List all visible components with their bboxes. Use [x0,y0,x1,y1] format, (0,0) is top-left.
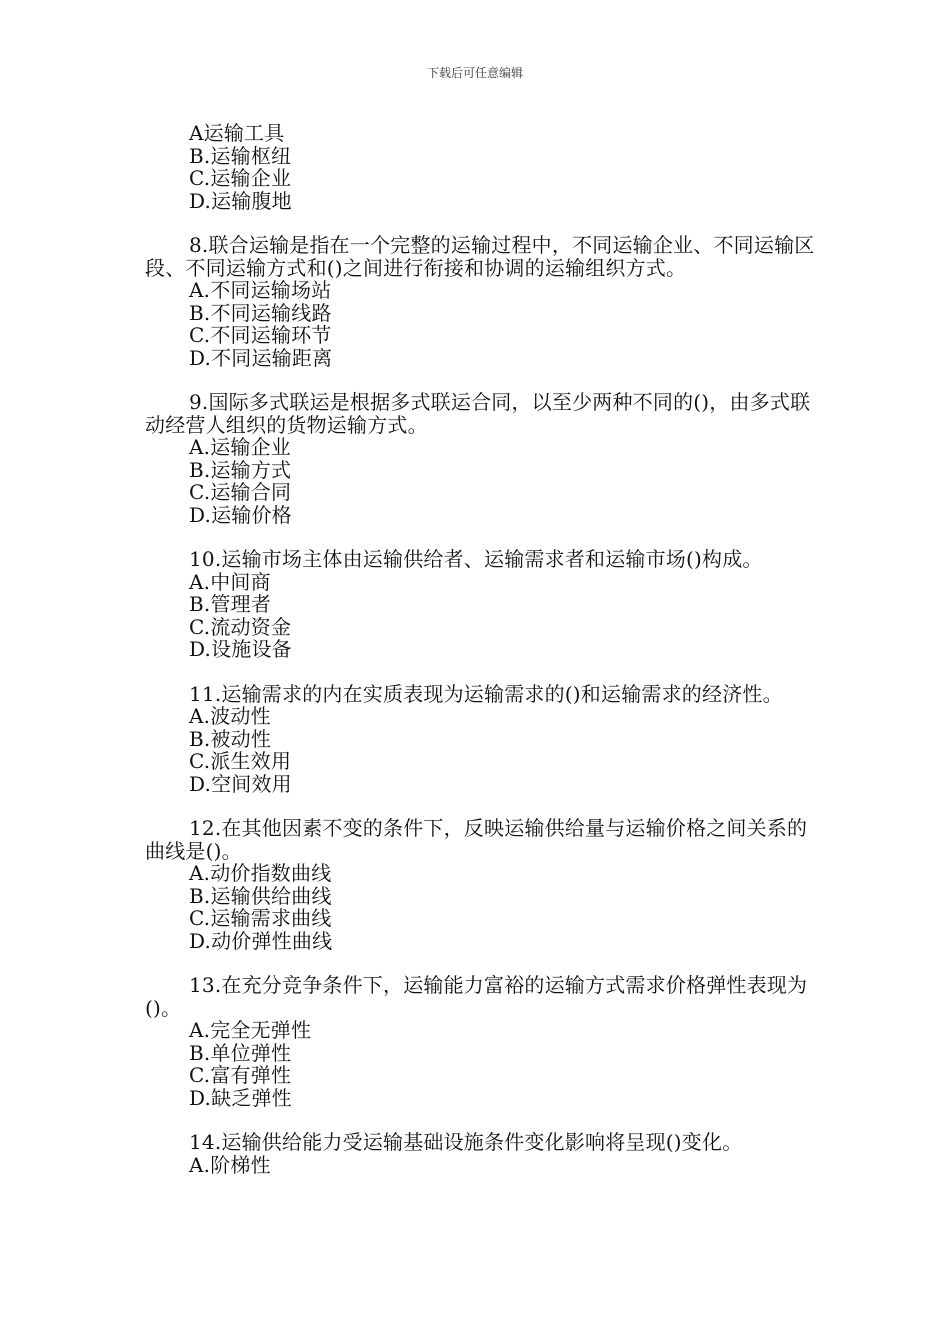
question-block [145,817,825,952]
option-item: D.缺乏弹性 [189,1085,292,1110]
question-block [145,391,825,526]
question-7-options [145,122,825,212]
page-header: 下载后可任意编辑 [426,66,523,80]
question-text: 11.运输需求的内在实质表现为运输需求的()和运输需求的经济性。 [189,681,783,706]
option-item: A.完全无弹性 [189,1018,312,1042]
option-item: B.运输供给曲线 [189,883,332,908]
question-block [145,1131,825,1176]
option-item: B.被动性 [189,726,272,751]
question-block [145,974,825,1109]
question-text: 12.在其他因素不变的条件下，反映运输供给量与运输价格之间关系的曲线是()。 [145,816,808,863]
question-list [145,234,825,1176]
option-item: B.运输方式 [189,457,292,482]
option-item: A运输工具 [189,121,285,145]
option-item: C.运输企业 [189,166,292,190]
question-block [145,683,825,796]
option-item: D.运输价格 [189,502,292,527]
option-item: C.派生效用 [189,749,292,773]
option-item: B.不同运输线路 [189,300,332,325]
option-item: A.阶梯性 [189,1152,271,1177]
option-item: C.不同运输环节 [189,323,332,347]
option-item: B.单位弹性 [189,1040,292,1065]
question-text: 14.运输供给能力受运输基础设施条件变化影响将呈现()变化。 [189,1130,743,1154]
option-item: A.动价指数曲线 [189,861,332,885]
question-text: 10.运输市场主体由运输供给者、运输需求者和运输市场()构成。 [189,547,763,571]
question-text: 9.国际多式联运是根据多式联运合同，以至少两种不同的()，由多式联动经营人组织的货物运输方式。 [145,390,811,437]
option-item: A.不同运输场站 [189,278,332,302]
question-block [145,234,825,369]
question-block [145,548,825,661]
option-item: D.不同运输距离 [189,345,333,370]
option-item: B.管理者 [189,592,272,616]
option-item: C.流动资金 [189,614,292,639]
option-item: A.波动性 [189,704,271,728]
option-item: C.运输合同 [189,480,292,504]
question-text: 13.在充分竞争条件下，运输能力富裕的运输方式需求价格弹性表现为()。 [145,973,808,1020]
document-body [145,122,825,1198]
option-item: C.运输需求曲线 [189,906,332,930]
option-item: D.设施设备 [189,637,292,661]
option-item: C.富有弹性 [189,1063,292,1087]
option-item: B.运输枢纽 [189,143,292,168]
question-text: 8.联合运输是指在一个完整的运输过程中，不同运输企业、不同运输区段、不同运输方式和()之间进行衔接和协调的运输组织方式。 [145,233,815,280]
option-item: A.中间商 [189,569,271,594]
option-item: A.运输企业 [189,435,292,459]
option-item: D.运输腹地 [189,188,292,213]
option-item: D.动价弹性曲线 [189,928,333,953]
option-item: D.空间效用 [189,771,292,796]
